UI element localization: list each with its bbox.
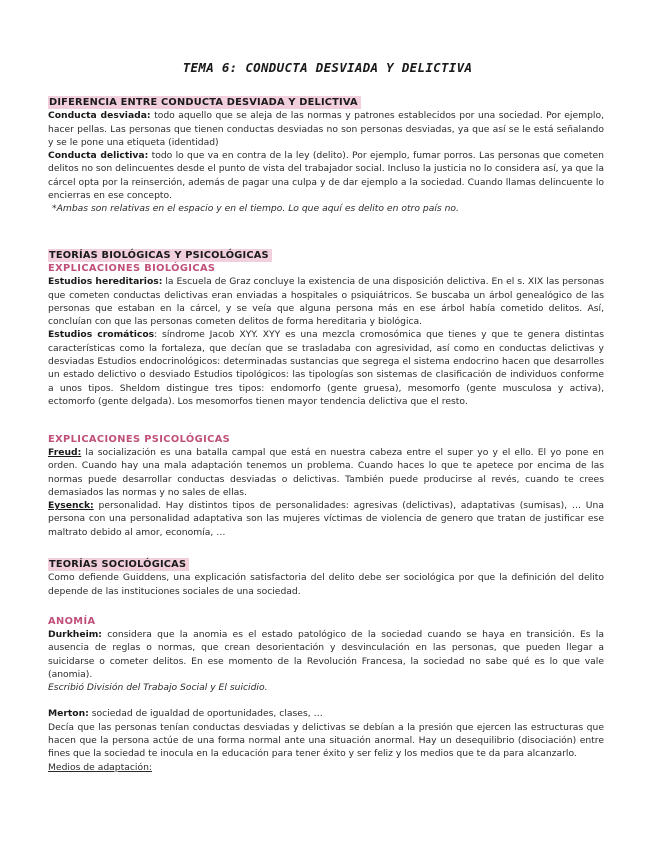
subsection-heading: EXPLICACIONES PSICOLÓGICAS bbox=[48, 434, 231, 445]
paragraph-text: sociedad de igualdad de oportunidades, clases, … bbox=[88, 708, 323, 720]
term-label: Estudios cromáticos bbox=[48, 329, 155, 341]
note-durkheim: Escribió División del Trabajo Social y El suicidio. bbox=[48, 682, 268, 694]
paragraph-freud bbox=[48, 446, 604, 499]
paragraph-text: la Escuela de Graz concluye la existencia de una disposición delictiva. En el s. XIX las personas que cometen conductas delictivas eran enviadas a hospitales o psiquiátricos. Se buscaba un árbol genealógico de las personas que estaban en la cárcel, y se veía que alguna persona más en ese árbol había cometido delitos. Así, concluían con que las personas cometen delitos de forma hereditaria y biológica. bbox=[48, 276, 604, 328]
paragraph-hereditarios bbox=[48, 275, 604, 328]
paragraph-cromaticos bbox=[48, 328, 604, 408]
paragraph-guiddens: Como defiende Guiddens, una explicación satisfactoria del delito debe ser sociológica por que la definición del delito depende de las instituciones sociales de una sociedad. bbox=[48, 572, 604, 597]
paragraph-text: todo aquello que se aleja de las normas y patrones establecidos por una sociedad. Por ejemplo, hacer pellas. Las personas que tienen conductas desviadas no son personas desviadas, ya que así se le está señalando y se le pone una etiqueta (identidad) bbox=[48, 110, 605, 148]
term-label: Freud: bbox=[48, 447, 82, 458]
section-bio-psico bbox=[48, 249, 604, 408]
paragraph-text: todo lo que va en contra de la ley (delito). Por ejemplo, fumar porros. Las personas que cometen delitos no son delincuentes desde el punto de vista del trabajador social. Incluso la justicia no lo considera así, ya que la cárcel opta por la reinserción, además de pagar una culpa y de dar ejemplo a la sociedad. Cuando llamas delincuente lo encierras en ese concepto. bbox=[48, 150, 604, 202]
paragraph-durkheim bbox=[48, 628, 604, 681]
term-label: Merton: bbox=[48, 708, 89, 720]
subsection-heading: ANOMÍA bbox=[48, 616, 96, 627]
section-anomia bbox=[48, 615, 604, 774]
note-relative: *Ambas son relativas en el espacio y en el tiempo. Lo que aquí es delito en otro país no. bbox=[52, 203, 459, 215]
page-title: TEMA 6: CONDUCTA DESVIADA Y DELICTIVA bbox=[182, 60, 473, 75]
section-difference bbox=[48, 96, 604, 216]
subsection-heading: EXPLICACIONES BIOLÓGICAS bbox=[48, 263, 216, 275]
term-label: Durkheim: bbox=[48, 629, 102, 640]
paragraph-text: personalidad. Hay distintos tipos de personalidades: agresivas (delictivas), adaptativas (sumisas), … Una persona con una personalidad adaptativa son las mujeres víctimas de violencia de genero que tratan de justificar ese maltrato debido al amor, economía, … bbox=[48, 500, 604, 538]
section-sociologicas bbox=[48, 558, 604, 598]
term-label: Eysenck: bbox=[48, 500, 94, 512]
paragraph-text: considera que la anomia es el estado patológico de la sociedad cuando se haya en transición. Es la ausencia de reglas o normas, que crean desorientación y desvinculación en las personas, que pueden llegar a suicidarse o cometer delitos. En ese momento de la Revolución Francesa, la sociedad no sabe qué es lo que vale (anomia). bbox=[48, 629, 604, 680]
section-heading: DIFERENCIA ENTRE CONDUCTA DESVIADA Y DELICTIVA bbox=[48, 96, 361, 109]
paragraph-desviada bbox=[48, 109, 604, 149]
term-label: Conducta delictiva: bbox=[48, 150, 149, 162]
term-label: Estudios hereditarios: bbox=[48, 276, 163, 288]
paragraph-text: la socialización es una batalla campal que está en nuestra cabeza entre el super yo y el ello. El yo pone en orden. Cuando hay una mala adaptación tenemos un problema. Cuando haces lo que te apetece por encima de las normas puede desarrollar conductas desviadas o delictivas. También puede producirse al revés, cuando te crees demasiados las normas y no sales de ellas. bbox=[48, 447, 604, 498]
term-label: Conducta desviada: bbox=[48, 110, 151, 122]
paragraph-eysenck bbox=[48, 499, 604, 539]
paragraph-merton bbox=[48, 707, 604, 720]
section-heading: TEORÍAS BIOLÓGICAS Y PSICOLÓGICAS bbox=[48, 249, 272, 262]
section-heading: TEORÍAS SOCIOLÓGICAS bbox=[48, 558, 189, 571]
paragraph-delictiva bbox=[48, 149, 604, 202]
paragraph-merton-detail: Decía que las personas tenían conductas desviadas y delictivas se debían a la presión que ejercen las estructuras que hacen que la persona actúe de una forma normal ante una situación anormal. Hay un desequilibrio (disociación) entre fines que la sociedad te inocula en la educación para tener éxito y ser feliz y los medios que te da para alcanzarlo. bbox=[48, 721, 604, 760]
subsection-psico bbox=[48, 433, 604, 539]
paragraph-text: : síndrome Jacob XYY. XYY es una mezcla cromosómica que tienes y que te genera distintas características como la fortaleza, que decían que se trasladaba con agresividad, así como en conductas delictivas y desviadas Estudios endocrinológicos: determinadas sustancias que segrega el sistema endocrino hacen que desarrolles un estado delictivo o desviado Estudios tipológicos: las tipologías son sistemas de clasificación de individuos conforme a unos tipos. Sheldom distingue tres tipos: endomorfo (gente gruesa), mesomorfo (gente musculosa y activa), ectomorfo (gente delgada). Los mesomorfos tienen mayor tendencia delictiva que el resto. bbox=[48, 329, 605, 407]
medios-heading: Medios de adaptación: bbox=[48, 761, 152, 773]
